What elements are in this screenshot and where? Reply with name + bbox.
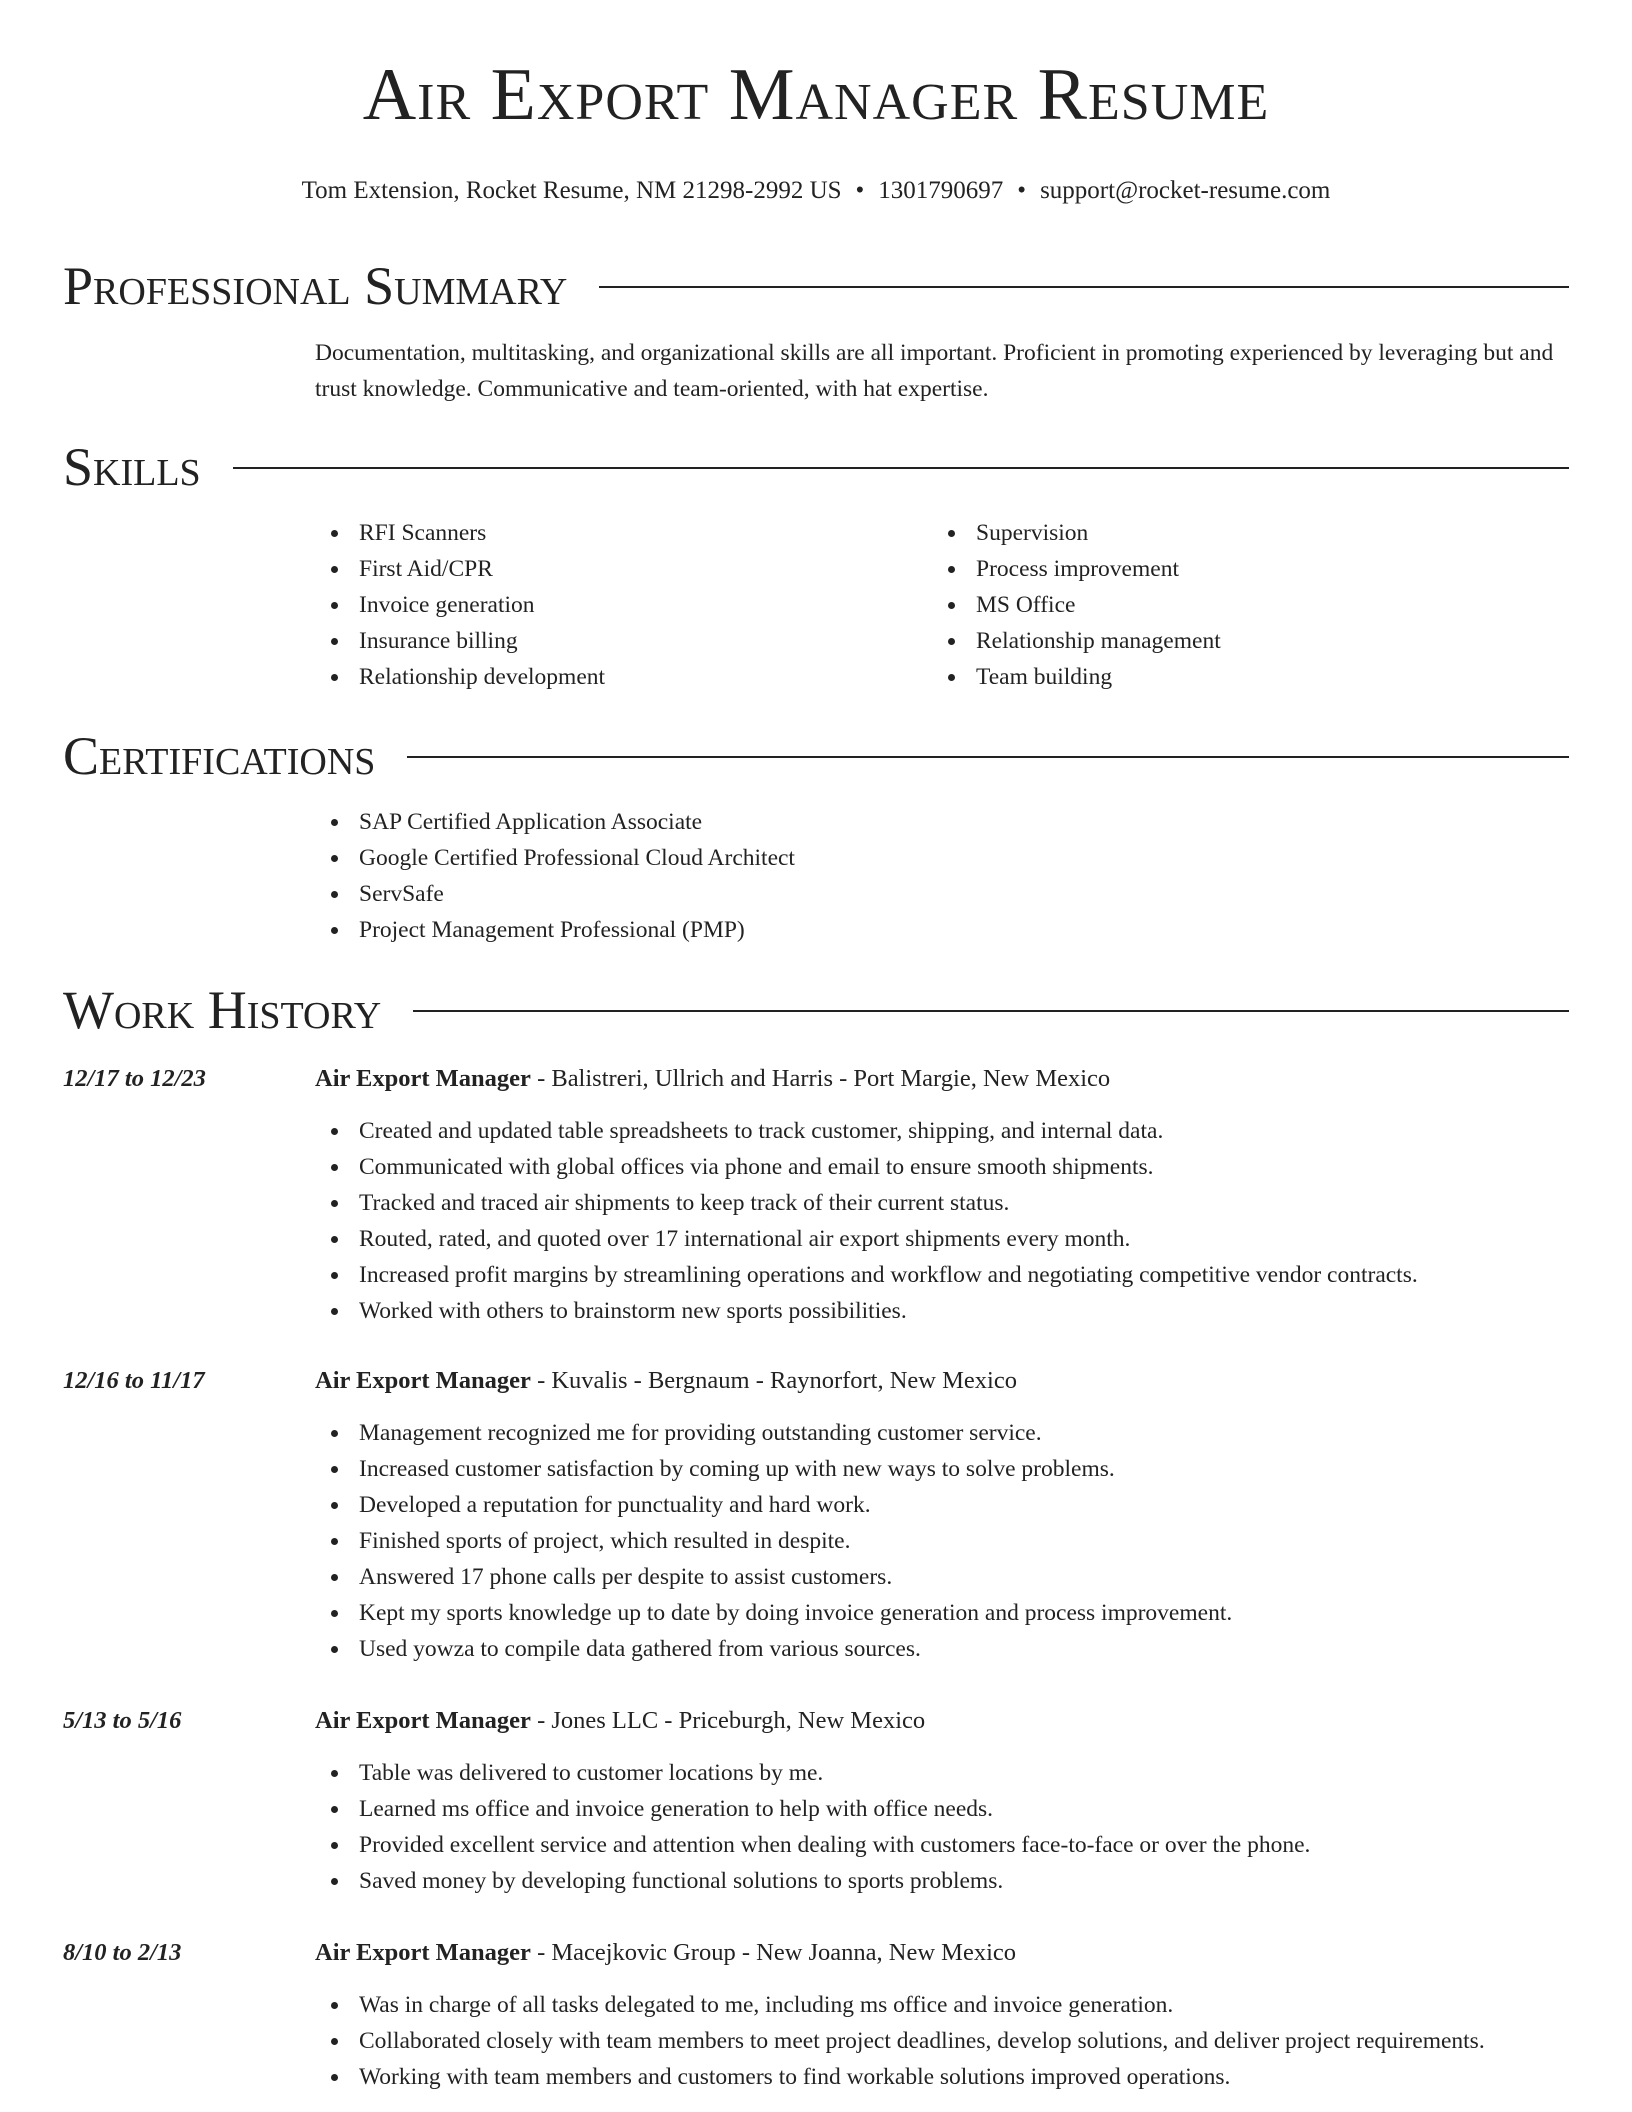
skill-item: Relationship management bbox=[932, 623, 1549, 659]
skill-item: First Aid/CPR bbox=[315, 551, 932, 587]
job-employer: - Jones LLC - Priceburgh, New Mexico bbox=[530, 1707, 926, 1734]
skill-item: Supervision bbox=[932, 515, 1549, 551]
job-bullet: Provided excellent service and attention when dealing with customers face-to-face or over the phone. bbox=[315, 1827, 1585, 1863]
skill-item: MS Office bbox=[932, 587, 1549, 623]
job-dates: 5/13 to 5/16 bbox=[63, 1707, 182, 1734]
skill-item: Invoice generation bbox=[315, 587, 932, 623]
section-divider bbox=[413, 1010, 1569, 1012]
job-title-line bbox=[315, 1061, 1110, 1097]
certification-item: SAP Certified Application Associate bbox=[315, 804, 1577, 840]
job-bullets bbox=[315, 1755, 1585, 1899]
job-bullet: Saved money by developing functional solutions to sports problems. bbox=[315, 1863, 1585, 1899]
skill-item: Insurance billing bbox=[315, 623, 932, 659]
job-dates: 12/16 to 11/17 bbox=[63, 1367, 205, 1394]
work-history-heading: Work History bbox=[63, 980, 382, 1040]
skill-item: Process improvement bbox=[932, 551, 1549, 587]
job-bullet: Communicated with global offices via phone and email to ensure smooth shipments. bbox=[315, 1149, 1585, 1185]
job-bullet: Kept my sports knowledge up to date by doing invoice generation and process improvement. bbox=[315, 1595, 1585, 1631]
skill-item: Team building bbox=[932, 659, 1549, 695]
job-bullet: Table was delivered to customer locations by me. bbox=[315, 1755, 1585, 1791]
contact-line bbox=[0, 176, 1632, 206]
job-bullet: Working with team members and customers to find workable solutions improved operations. bbox=[315, 2059, 1585, 2095]
job-bullet: Learned ms office and invoice generation to help with office needs. bbox=[315, 1791, 1585, 1827]
certifications-section-header bbox=[63, 726, 1569, 786]
job-bullets bbox=[315, 1415, 1585, 1667]
skill-item: Relationship development bbox=[315, 659, 932, 695]
job-employer: - Macejkovic Group - New Joanna, New Mexico bbox=[530, 1939, 1017, 1966]
job-bullet: Was in charge of all tasks delegated to me, including ms office and invoice generation. bbox=[315, 1987, 1585, 2023]
job-bullet: Used yowza to compile data gathered from various sources. bbox=[315, 1631, 1585, 1667]
resume-title: Air Export Manager Resume bbox=[362, 54, 1270, 136]
job-title-line bbox=[315, 1935, 1016, 1971]
certifications-heading: Certifications bbox=[63, 726, 376, 786]
job-bullet: Created and updated table spreadsheets to track customer, shipping, and internal data. bbox=[315, 1113, 1585, 1149]
job-dates: 8/10 to 2/13 bbox=[63, 1939, 182, 1966]
job-bullet: Answered 17 phone calls per despite to assist customers. bbox=[315, 1559, 1585, 1595]
summary-section-header bbox=[63, 256, 1569, 316]
job-role: Air Export Manager bbox=[315, 1065, 531, 1092]
job-bullets bbox=[315, 1113, 1585, 1329]
section-divider bbox=[233, 467, 1569, 469]
job-bullet: Management recognized me for providing outstanding customer service. bbox=[315, 1415, 1585, 1451]
skills-column-left bbox=[315, 515, 932, 695]
job-bullet: Increased profit margins by streamlining operations and workflow and negotiating competitive vendor contracts. bbox=[315, 1257, 1585, 1293]
job-bullet: Routed, rated, and quoted over 17 international air export shipments every month. bbox=[315, 1221, 1585, 1257]
job-bullet: Tracked and traced air shipments to keep track of their current status. bbox=[315, 1185, 1585, 1221]
job-bullet: Collaborated closely with team members to meet project deadlines, develop solutions, and deliver project requirements. bbox=[315, 2023, 1585, 2059]
job-title-line bbox=[315, 1703, 925, 1739]
job-role: Air Export Manager bbox=[315, 1939, 531, 1966]
job-title-line bbox=[315, 1363, 1017, 1399]
job-bullets bbox=[315, 1987, 1585, 2095]
skill-item: RFI Scanners bbox=[315, 515, 932, 551]
section-divider bbox=[599, 286, 1569, 288]
contact-email: support@rocket-resume.com bbox=[1040, 177, 1331, 204]
job-employer: - Kuvalis - Bergnaum - Raynorfort, New Mexico bbox=[530, 1367, 1017, 1394]
work-history-section-header bbox=[63, 980, 1569, 1040]
job-dates: 12/17 to 12/23 bbox=[63, 1065, 206, 1092]
job-bullet: Finished sports of project, which resulted in despite. bbox=[315, 1523, 1585, 1559]
summary-text: Documentation, multitasking, and organizational skills are all important. Proficient in promoting experienced by leveraging but and trust knowledge. Communicative and team-oriented, with hat expertise. bbox=[315, 340, 1554, 402]
job-role: Air Export Manager bbox=[315, 1707, 531, 1734]
job-role: Air Export Manager bbox=[315, 1367, 531, 1394]
certification-item: ServSafe bbox=[315, 876, 1577, 912]
skills-section-header bbox=[63, 437, 1569, 497]
skills-column-right bbox=[932, 515, 1549, 695]
contact-phone: 1301790697 bbox=[878, 177, 1004, 204]
skills-heading: Skills bbox=[63, 437, 201, 497]
job-bullet: Developed a reputation for punctuality and hard work. bbox=[315, 1487, 1585, 1523]
contact-address: Tom Extension, Rocket Resume, NM 21298-2992 US bbox=[301, 177, 842, 204]
summary-heading: Professional Summary bbox=[63, 256, 568, 316]
certifications-list bbox=[315, 804, 1577, 948]
contact-separator: • bbox=[1017, 177, 1027, 204]
job-bullet: Increased customer satisfaction by coming up with new ways to solve problems. bbox=[315, 1451, 1585, 1487]
job-bullet: Worked with others to brainstorm new sports possibilities. bbox=[315, 1293, 1585, 1329]
section-divider bbox=[407, 756, 1569, 758]
job-employer: - Balistreri, Ullrich and Harris - Port Margie, New Mexico bbox=[530, 1065, 1111, 1092]
certification-item: Project Management Professional (PMP) bbox=[315, 912, 1577, 948]
contact-separator: • bbox=[855, 177, 865, 204]
certification-item: Google Certified Professional Cloud Architect bbox=[315, 840, 1577, 876]
skills-list bbox=[315, 515, 1577, 695]
